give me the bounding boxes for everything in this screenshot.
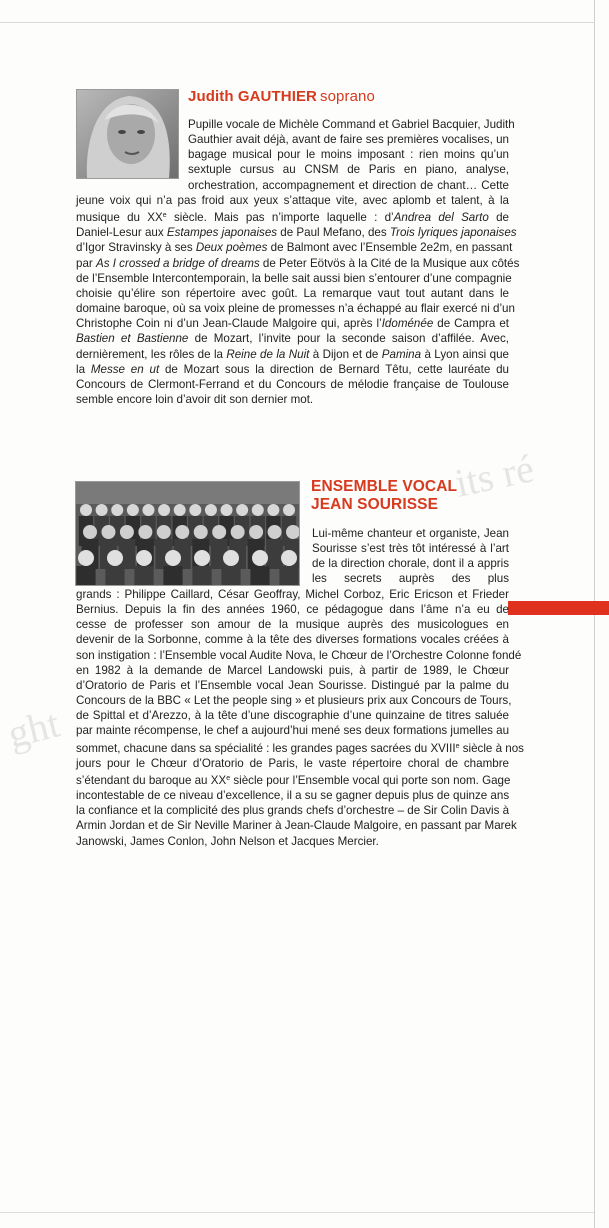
page-top-edge [0,22,594,23]
watermark-fragment: its ré [451,445,538,506]
text-line: orchestration, accompagnement et direction de chant… Cette [188,178,509,192]
ensemble-paragraph [76,587,524,849]
portrait-photo [76,89,179,179]
red-page-tab [508,601,609,615]
text-line: la Messe en ut de Mozart sous la direction de Bernard Têtu, cette lauréate du [76,362,509,376]
biography-paragraph [76,193,520,407]
text-line: grands : Philippe Caillard, César Geoffray, Michel Corboz, Eric Ericson et Frieder [76,588,509,601]
text-line: les secrets auprès des plus [312,572,509,586]
text-line: Lui-même chanteur et organiste, Jean [312,527,509,540]
text-line: en 1982 à la demande de Marcel Landowski puis, à partir de 1989, le Chœur [76,663,509,677]
text-line: bagage musical pour le moins imposant : rien moins qu’un [188,148,509,162]
text-line: choisie qu’élire son répertoire avec goût. La remarque vaut tout autant dans le [76,286,509,300]
text-line: Janowski, James Conlon, John Nelson et Jacques Mercier. [76,834,379,848]
text-line: d’Igor Stravinsky à ses Deux poèmes de Balmont avec l’Ensemble 2e2m, en passant [76,241,513,255]
text-line: cesse de professer son amour de la musique auprès des musicologues en [76,618,509,632]
artist-heading [188,88,375,105]
text-line: de Spittal et d’Arezzo, à la tête d’une discographie d’une quinzaine de titres saluée [76,709,509,723]
text-line: dernièrement, les rôles de la Reine de la Nuit à Dijon et de Pamina à Lyon ainsi que [76,347,509,361]
text-line: jeune voix qui n’a pas froid aux yeux s’attaque vite, avec aplomb et talent, à la [76,194,509,207]
text-line: incontestable de ce niveau d’excellence, il a su se gagner depuis plus de quinze ans [76,789,510,803]
ensemble-title-line2: JEAN SOURISSE [311,496,439,513]
text-line: domaine baroque, où sa voix pleine de promesses n’a échappé au flair exercé ni d’un [76,302,515,316]
text-line: Bastien et Bastienne de Mozart, l’invite pour la seconde saison d’affilée. Avec, [76,332,509,346]
text-line: de la direction chorale, dont il a appris [312,557,509,571]
text-line: Christophe Coin ni d’un Jean-Claude Malgoire qui, après l’Idoménée de Campra et [76,317,510,331]
page-bottom-edge [0,1212,594,1213]
text-line: par mainte récompense, le chef a aujourd’hui mené ses deux formations jumelles au [76,724,510,738]
text-line: Pupille vocale de Michèle Command et Gabriel Bacquier, Judith [188,118,515,131]
text-line: Concours de Clermont-Ferrand et du Concours de mélodie française de Toulouse [76,377,509,391]
text-line: Daniel-Lesur aux Estampes japonaises de Paul Mefano, des Trois lyriques japonaises [76,226,517,240]
text-line: son instigation : l’Ensemble vocal Audite Nova, le Chœur de l’Orchestre Colonne fondé [76,648,522,662]
text-line: Sourisse s’est très tôt intéressé à l’art [312,542,509,556]
text-line: sommet, chacune dans sa spécialité : les grandes pages sacrées du XVIIIe siècle à nos [76,741,524,755]
text-line: sextuple cursus au CNSM de Paris en piano, analyse, [188,163,509,177]
text-line: Bernius. Depuis la fin des années 1960, ce pédagogue dans l’âme n’a eu de [76,603,509,617]
text-line: de l’Ensemble Intercontemporain, la belle sait aussi bien s’entourer d’une compagnie [76,271,512,285]
text-line: devenir de la Sorbonne, comme à la tête des diverses formations vocales créées à [76,633,509,647]
text-line: jours pour le Chœur d’Oratorio de Paris, le vaste répertoire choral de chambre [76,756,509,770]
text-line: Concours de la BBC « Let the people sing » et plusieurs prix aux Concours de Tours, [76,694,512,708]
text-line: la confiance et la complicité des plus grands chefs d’orchestre – de Sir Colin Davis à [76,804,510,818]
text-line: semble encore loin d’avoir dit son dernier mot. [76,393,314,407]
biography-paragraph-intro [188,117,515,193]
artist-name: Judith GAUTHIER [188,88,317,105]
ensemble-paragraph-intro [312,526,509,587]
text-line: musique du XXe siècle. Mais pas n’importe laquelle : d’Andrea del Sarto de [76,211,509,225]
artist-role: soprano [320,88,375,105]
text-line: par As I crossed a bridge of dreams de Peter Eötvös à la Cité de la Musique aux côtés [76,256,520,270]
text-line: Armin Jordan et de Sir Neville Mariner à Jean-Claude Malgoire, en passant par Marek [76,819,517,833]
text-line: Gauthier avait déjà, avant de faire ses premières vocalises, un [188,133,509,147]
ensemble-heading [311,478,511,514]
text-line: s’étendant du baroque au XXe siècle pour l’Ensemble vocal qui porte son nom. Gage [76,773,511,787]
text-line: d’Oratorio de Paris et l’Ensemble vocal Jean Sourisse. Distingué par la palme du [76,678,509,692]
watermark-fragment: ght [3,700,64,757]
ensemble-title-line1: ENSEMBLE VOCAL [311,478,458,495]
ensemble-group-photo [75,481,300,586]
